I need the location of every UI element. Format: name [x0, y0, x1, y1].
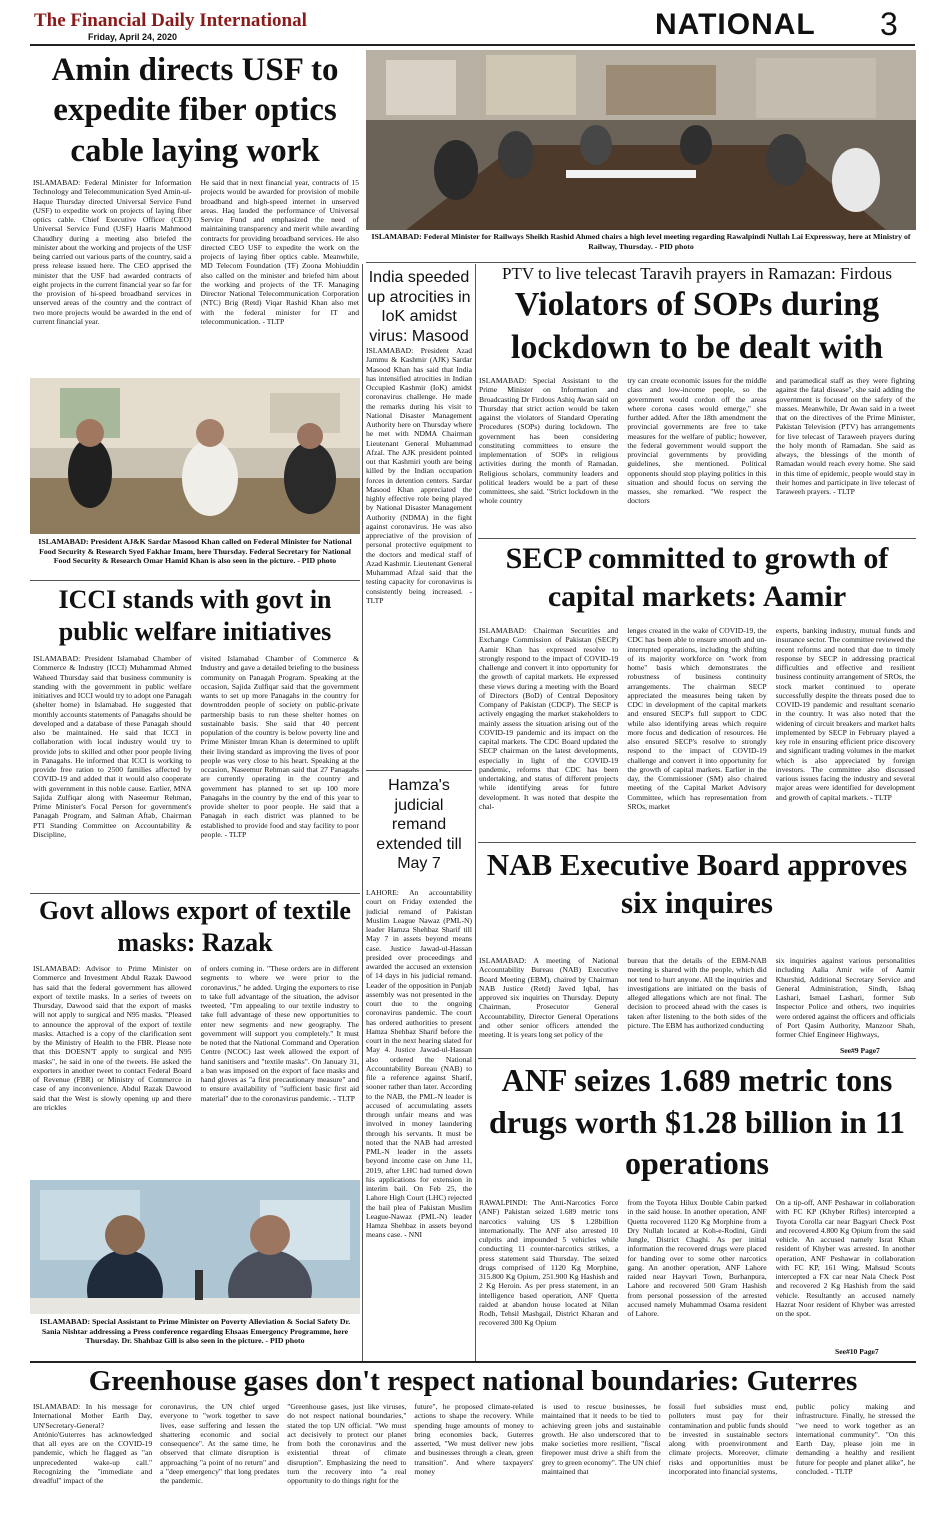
nab-article [479, 956, 915, 1046]
guterres-article [33, 1402, 915, 1506]
usf-col-2: He said that in next financial year, contracts of 15 projects would be awarded for provision of mobile broadband and high-speed internet in unserved areas. Haq lauded the performance of Universal Service Fund and emphasized the need of maintaining transparency and merit while awarding contracts for providing broadband services. He also directed CEO USF to expedite the work on the projects of laying fiber optics cable. Meanwhile, MD Telecom Foundation (TF) Zoona Mohiuddin also called on the minister and briefed him about the working and projects of the TF. Managing Director National Telecommunication Corporation (NTC) Brig (Retd) Viqar Rashid Khan also met with the federal minister for IT and telecommunication. - TLTP [200, 178, 359, 326]
guterres-col-3: "Greenhouse gases, just like viruses, do not respect national boundaries," stated the top UN official. "We must act decisively to protect our planet from both the coronavirus and the existential threat of climate disruption". Emphasizing the need to turn the recovery into "a real opportunity to do things right for the [287, 1402, 407, 1485]
secp-col-1: ISLAMABAD: Chairman Securities and Exchange Commission of Pakistan (SECP) Aamir Khan has expressed resolve to strongly respond to the impact of COVID-19 challenge and convert it into opportunity for the growth of capital markets. He expressed these views during a meeting with the Board of Directors (BoD) of Central Depository Company of Pakistan (CDCP). The SECP is actively engaging the market stakeholders to mainly assess the situation arising out of the COVID-19 pandemic and its impact on the capital markets. The CDC Board updated the SECP chairman on the latest developments, especially in light of the COVID-19 pandemic, reforms that CDC has been undertaking, and status of different projects while identifying areas for future development. It was noted that despite the chal- [479, 626, 619, 811]
india-headline: India speeded up atrocities in IoK amidst virus: Masood [367, 269, 471, 345]
divider [366, 262, 916, 263]
guterres-headline: Greenhouse gases don't respect national boundaries: Guterres [88, 1365, 858, 1397]
ajk-meeting-photo [30, 378, 360, 534]
hamza-article: LAHORE: An accountability court on Friday extended the judicial remand of Pakistan Muslim League Nawaz (PML-N) leader Hamza Shehbaz Sharif till May 7 in assets beyond means case. Justice Jawad-ul-Hassan presided over proceedings and awarded the accused an extension of 14 days in his judicial remand. Leader of the opposition in Punjab assembly was not presented in the court due to the ongoing coronavirus pandemic. The court has ordered authorities to present Hamza Shehbaz Sharif before the court in the next hearing slated for May 4. Justice Jawad-ul-Hassan also ordered the National Accountability Bureau (NAB) to file a reference against Sharif, sooner rather than later. According to the NAB, the PML-N leader is accused of accumulating assets through unfair means and was involved in money laundering through his servants. It must be noted that the NAB had arrested PML-N leader in the assets beyond income case on June 11, 2019, after LHC had turned down his applications for extension in interim bail. On Feb 25, the Lahore High Court (LHC) rejected the bail plea of Pakistan Muslim League-Nawaz (PML-N) leader Hamza Shehbaz in assets beyond means case. - NNI [366, 888, 472, 1240]
icci-article [33, 654, 359, 890]
railways-photo-caption: ISLAMABAD: Federal Minister for Railways Sheikh Rashid Ahmed chairs a high level meeting regarding Rawalpindi Nullah Lai Expressway, here at Ministry of Railway, Thursday. - PID photo [371, 232, 911, 251]
masks-headline: Govt allows export of textile masks: Razak [39, 896, 351, 957]
anf-article [479, 1198, 915, 1346]
divider [366, 770, 472, 771]
divider [30, 893, 360, 894]
issue-date: Friday, April 24, 2020 [88, 32, 178, 42]
nab-col-1: ISLAMABAD: A meeting of National Accountability Bureau (NAB) Executive Board Meeting (EBM), chaired by Chairman NAB Justice (Retd) Javed Iqbal, has approved six inquiries on Thursday. Deputy Chairman, Prosecutor General Accountability, Director General Operations and other senior officers attended the meeting. It is years long set policy of the [479, 956, 619, 1039]
nishtar-press-photo [30, 1180, 360, 1314]
masthead-rule [30, 44, 915, 46]
guterres-col-6: fossil fuel subsidies must end, polluters must pay for their contamination and public funds should be invested in sustainable sectors along with proenvironment and climate projects. Moreover, climate risks and opportunities must be incorporated into financial systems, [668, 1402, 788, 1476]
sops-col-2: try can create economic issues for the middle class and low-income people, so the government would cordon off the areas where corona cases would emerge," she further added. After the 18th amendment the provincial governments are free to take measures for the welfare of public; however, the federal government would support the provincial governments by providing guidelines, she mentioned. Political opponents should stop playing politics in this situation and should focus on serving the masses, she remarked. "We respect the doctors [627, 376, 767, 506]
hamza-headline: Hamza's judicial remand extended till May 7 [376, 777, 462, 873]
railways-meeting-photo [366, 50, 916, 230]
icci-col-2: visited Islamabad Chamber of Commerce & Industry and gave a detailed briefing to the business community on Panagah Program. Speaking at the occasion, Sajida Zulfiqar said that the government wants to set up more Panagahs in the country for downtrodden people of society on public-private partnership basis to run these shelter homes on sustainable basis. She said that 40 percent population of the country is below poverty line and Prime Minister Imran Khan is determined to uplift their living standard as improving the lives of poor people was very close to his heart. Speaking at the occasion, Naseemur Rehman said that 27 Panagahs are currently operating in the country and government has planned to set up 100 more Panagahs in the country by the end of this year to provide shelter to poor people. He said that a Panagah in each district was planned to be established to provide food and stay facility to poor people. - TLTP [200, 654, 359, 839]
sops-article [479, 376, 915, 534]
divider [30, 580, 360, 581]
anf-col-2: from the Toyota Hilux Double Cabin parked in the said house. In another operation, ANF Quetta recovered 1120 Kg Morphine from a Dry Nullah located at Koh-e-Rodini, Girdi Jungle, District Chaghi. As per initial information the recovered drugs were placed for handing over to some other narcotics gang. An another operation, ANF Lahore raided near Hayvari Town, Burhanpura, Lahore and recovered 500 Gram Hashish from personal possession of the arrested accused namely Muhammad Osama resident of Lahore. [627, 1198, 767, 1318]
usf-article [33, 178, 359, 373]
newspaper-name: The Financial Daily International [34, 10, 307, 31]
column-rule [362, 264, 363, 1362]
sops-col-3: and paramedical staff as they were fighting against the fatal disease", she said adding the government is focused on the safety of the masses. Meanwhile, Dr Awan said in a tweet that on the directives of the Prime Minister, Pakistan Television (PTV) has arrangements for live telecast of Taraweeh prayers during the holy month of Ramadan. She said as always, the blessings of the month of Ramadan would reach every home. She said in this time of epidemic, people would stay in their homes and participate in live telecast of Taraweeh prayers. - TLTP [775, 376, 915, 496]
guterres-col-5: is used to rescue businesses, he maintained that it needs to be tied to achieving green jobs and sustainable growth. He also underscored that to make societies more resilient, "fiscal firepower must drive a shift from the grey to green economy". The UN chief maintained that [541, 1402, 661, 1476]
sops-col-1: ISLAMABAD: Special Assistant to the Prime Minister on Information and Broadcasting Dr Firdous Ashiq Awan said on Thursday that strict action would be taken against the violators of Standard Operating Procedures (SOPs) during lockdown. The government has been considering constituting committees to ensure the implementation of SOPs in religious activities during the month of Ramadan. Religious scholars, community leaders and political leaders would be a part of these committees, she said. "Strict lockdown in the whole country [479, 376, 619, 506]
secp-col-3: experts, banking industry, mutual funds and insurance sector. The committee reviewed the recent reforms and noted that due to timely response by SECP in addressing practical difficulties and effective and resilient business continuity arrangement of SROs, the stock market continued to operate successfully despite the threats posed due to COVID-19 pandemic and resultant scenario in the country. It was also noted that the widening of circuit breakers and market halts implemented by SECP in February played a key role in ensuring efficient price discovery and significant trading volumes in the market which is also appreciated by foreign investors. The committee also discussed various issues facing the industry and several major areas were identified for development and growth of capital markets. - TLTP [775, 626, 915, 802]
page-number: 3 [880, 6, 898, 42]
anf-col-1: RAWALPINDI: The Anti-Narcotics Force (ANF) Pakistan seized 1.689 metric tons narcotics valuing US $ 1.28billion internationally. The ANF also arrested 10 culprits and impounded 5 vehicles while conducting 11 counter-narcotics strikes, a press statement said Thursday. The seized drugs comprised of 1120 Kg Morphine, 315.800 Kg Opium, 251.900 Kg Hashish and 2 Kg Heroin. As per press statement, in an intelligence based operation, ANF Quetta raided at abandon house located at Nilan Rodh, Tehsil Mashgail, District Kharan and recovered 300 Kg Opium [479, 1198, 619, 1328]
guterres-col-4: future", he proposed climate-related actions to shape the recovery. While spending huge amounts of money to bring economies back, Guterres asserted, "We must deliver new jobs and businesses through a clean, green transition". And where taxpayers' money [414, 1402, 534, 1476]
masks-col-1: ISLAMABAD: Advisor to Prime Minister on Commerce and Investment Abdul Razak Dawood has said that the federal government has allowed export of textile masks. In a series of tweets on Thursday, Dawood said that the export of masks will not apply to surgical and N95 masks. "Pleased to announce the approval of the export of textile masks. Attached is a copy of the clarification sent by the Ministry of Health to the FBR. Please note that this DOESN'T apply to surgical and N95 masks", he said in one of the tweets. He asked the exporters in another tweet to contact Federal Board of Revenue (FBR) or Ministry of Commerce in case of any inconvenience. Abdul Razak Dawood said that the West is slowly opening up and there are trickles [33, 964, 192, 1112]
india-article: ISLAMABAD: President Azad Jammu & Kashmir (AJK) Sardar Masood Khan has said that India has intensified atrocities in Indian Occupied Kashmir (IoK) amidst coronavirus challenge. He made the remarks during his visit to National Disaster Management Authority here on Thursday where he met with NDMA Chairman Lieutenant General Muhammad Afzal. The AJK president pointed out that Kashmiri youth are being killed by the Indian occupation forces in detention centers. Sardar Masood Khan appreciated the highly effective role being played by National Disaster Management Authority (NDMA) in the fight against coronavirus. He was also appreciative of the provision of personal protective equipment to the doctors and medical staff of Azad Kashmir. Lieutenant General Muhammad Afzal said that the testing capacity for coronavirus is consistently being increased. - TLTP [366, 346, 472, 605]
icci-headline: ICCI stands with govt in public welfare initiatives [58, 585, 332, 646]
secp-headline: SECP committed to growth of capital markets: Aamir [505, 542, 889, 614]
section-rule [30, 1361, 916, 1363]
nab-headline: NAB Executive Board approves six inquires [486, 847, 908, 921]
usf-headline: Amin directs USF to expedite fiber optics cable laying work [51, 52, 339, 169]
section-title: NATIONAL [655, 8, 816, 41]
nab-continued: See#9 Page7 [840, 1046, 880, 1055]
guterres-col-7: public policy making and infrastructure. Finally, he stressed the "we need to work together as an international community". "On this Earth Day, please join me in demanding a healthy and resilient future for people and planet alike", he concluded. - TLTP [795, 1402, 915, 1476]
icci-col-1: ISLAMABAD: President Islamabad Chamber of Commerce & Industry (ICCI) Muhammad Ahmed Waheed Thursday said that business community is standing with the government in public welfare initiatives and ICCI would try to adopt one Panagah (shelter home) in Islamabad. He suggested that monthly accounts statements of Panagahs should be developed and a database of these Panagah should also be maintained. He said that ICCI in collaboration with local industry would try to provide jobs to skilled and other poor people living in Panagahs. He informed that ICCI is working to provide free ration to 2500 families affected by COVID-19 and added that it would also cooperate with government in this noble cause. Earlier, MNA Sajida Zulfiqar along with Naseemur Rehman, Prime Minister's Focal Person for government's Panagah Program, and Salman Aftab, Chairman PTI Standing Committee on Accountability & Discipline, [33, 654, 192, 839]
divider [478, 842, 916, 843]
nishtar-photo-caption: ISLAMABAD: Special Assistant to Prime Minister on Poverty Alleviation & Social Safety Dr. Sania Nishtar addressing a Press conference regarding Ehsaas Emergency Programme, here Thursday. Dr. Shahbaz Gill is also seen in the picture. - PID photo [39, 1317, 351, 1346]
column-rule [475, 264, 476, 1362]
anf-col-3: On a tip-off, ANF Peshawar in collaboration with FC KP (Khyber Rifles) intercepted a Toyota Corolla car near Bagyari Check Post and recovered 4.800 Kg Opium from the said vehicle. An accused namely Israt Khan resident of Khyber was arrested. In another operation, ANF Peshawar in collaboration with FC KP, 161 Wing, Mahsud Scouts intercepted a FX car near Nala Check Post and recovered 2 Kg Hashish from the said vehicle. Resultantly an accused namely Hazrat Noor resident of Khyber was arrested on the spot. [775, 1198, 915, 1318]
secp-col-2: lenges created in the wake of COVID-19, the CDC has been able to ensure smooth and un-interrupted operations, including the shifting of its majority workforce on "work from home" basis which demonstrates the robustness of business continuity arrangements. The chairman SECP appreciated the measures being taken by CDC in development of the capital markets and ensured SECP's full support to CDC while also identifying areas which require more focus and dedication of resources. He also ensured SECP's resolve to strongly respond to the impact of COVID-19 challenge and convert it into opportunity for the growth of capital markets. Earlier in the day, the Commissioner (SM) also chaired meeting of the Capital Market Advisory Committee, which has representation from SROs, market [627, 626, 767, 811]
divider [478, 538, 916, 539]
nab-col-3: six inquiries against various personalities including Aalia Amir wife of Aamir Khurshid, Additional Secretary Service and General Administration, Sindh, Ishaq Lashari, Ismael Lashari, former Sub Inspector Police and others, two inquiries were ordered against the officers and officials of Port Qasim Authority, Manzoor Shah, former Chief Engineer Highways, [775, 956, 915, 1039]
sops-headline: Violators of SOPs during lockdown to be dealt with [510, 286, 884, 366]
usf-col-1: ISLAMABAD: Federal Minister for Information Technology and Telecommunication Syed Amin-ul-Haque Thursday directed Universal Service Fund (USF) to expedite work on projects of laying fiber optics cable. Chief Executive Officer (CEO) Universal Service Fund (USF) Haaris Mahmood Chaudhry during a meeting also briefed the minister about the working and projects of the USF being carried out various parts of the country, said a press release issued here. The CEO apprised the minister that the USF had awarded contracts of eight projects in the current financial year so far for the provision of hi-speed broadband services in unserved areas of the country and the contract of two more projects would be awarded in the end of current financial year. [33, 178, 192, 326]
guterres-col-1: ISLAMABAD: In his message for International Mother Earth Day, UN'Secretary-General?António'Guterres has acknowledged that all eyes are on the COVID-19 pandemic, which he flagged as "an unprecedented wake-up call." Recognizing the "immediate and dreadful" impact of the [33, 1402, 153, 1485]
guterres-col-2: coronavirus, the UN chief urged everyone to "work together to save lives, ease suffering and lessen the shattering economic and social consequence". At the same time, he observed that climate disruption is approaching "a point of no return" and a "deep emergency" that long predates the pandemic. [160, 1402, 280, 1485]
nab-col-2: bureau that the details of the EBM-NAB meeting is shared with the people, which did not tend to hurt anyone. All the inquiries and investigations are initiated on the basis of alleged allegations which are not final. The decision to proceed ahead with the cases is taken after listening to the both sides of the picture. The EBM has authorized conducting [627, 956, 767, 1030]
sops-kicker: PTV to live telecast Taravih prayers in Ramazan: Firdous [501, 264, 893, 283]
masks-col-2: of orders coming in. "These orders are in different segments to where we were prior to the coronavirus," he added. Urging the exporters to rise to take full advantage of the situation, the advisor tweeted, "I'm appealing to our textile industry to take full advantage of these new opportunities to enter new segments and new geography. The government will support you completely." It must be noted that the National Command and Operation Centre (NCOC) last week allowed the export of hand sanitisers and "textile masks". On January 31, a ban was imposed on the export of face masks and hand gloves as "a first precautionary measure" and to ensure availability of "sufficient basic first aid material" due to the coronavirus pandemic. - TLTP [200, 964, 359, 1103]
divider [478, 1058, 916, 1059]
anf-continued: See#10 Page7 [835, 1347, 879, 1356]
ajk-photo-caption: ISLAMABAD: President AJ&K Sardar Masood Khan called on Federal Minister for National Food Security & Research Syed Fakhar Imam, here Thursday. Federal Secretary for National Food Security & Research Omar Hamid Khan is also seen in the picture. - PID photo [38, 537, 352, 566]
anf-headline: ANF seizes 1.689 metric tons drugs worth $1.28 billion in 11 operations [488, 1062, 906, 1182]
secp-article [479, 626, 915, 838]
masks-article [33, 964, 359, 1176]
